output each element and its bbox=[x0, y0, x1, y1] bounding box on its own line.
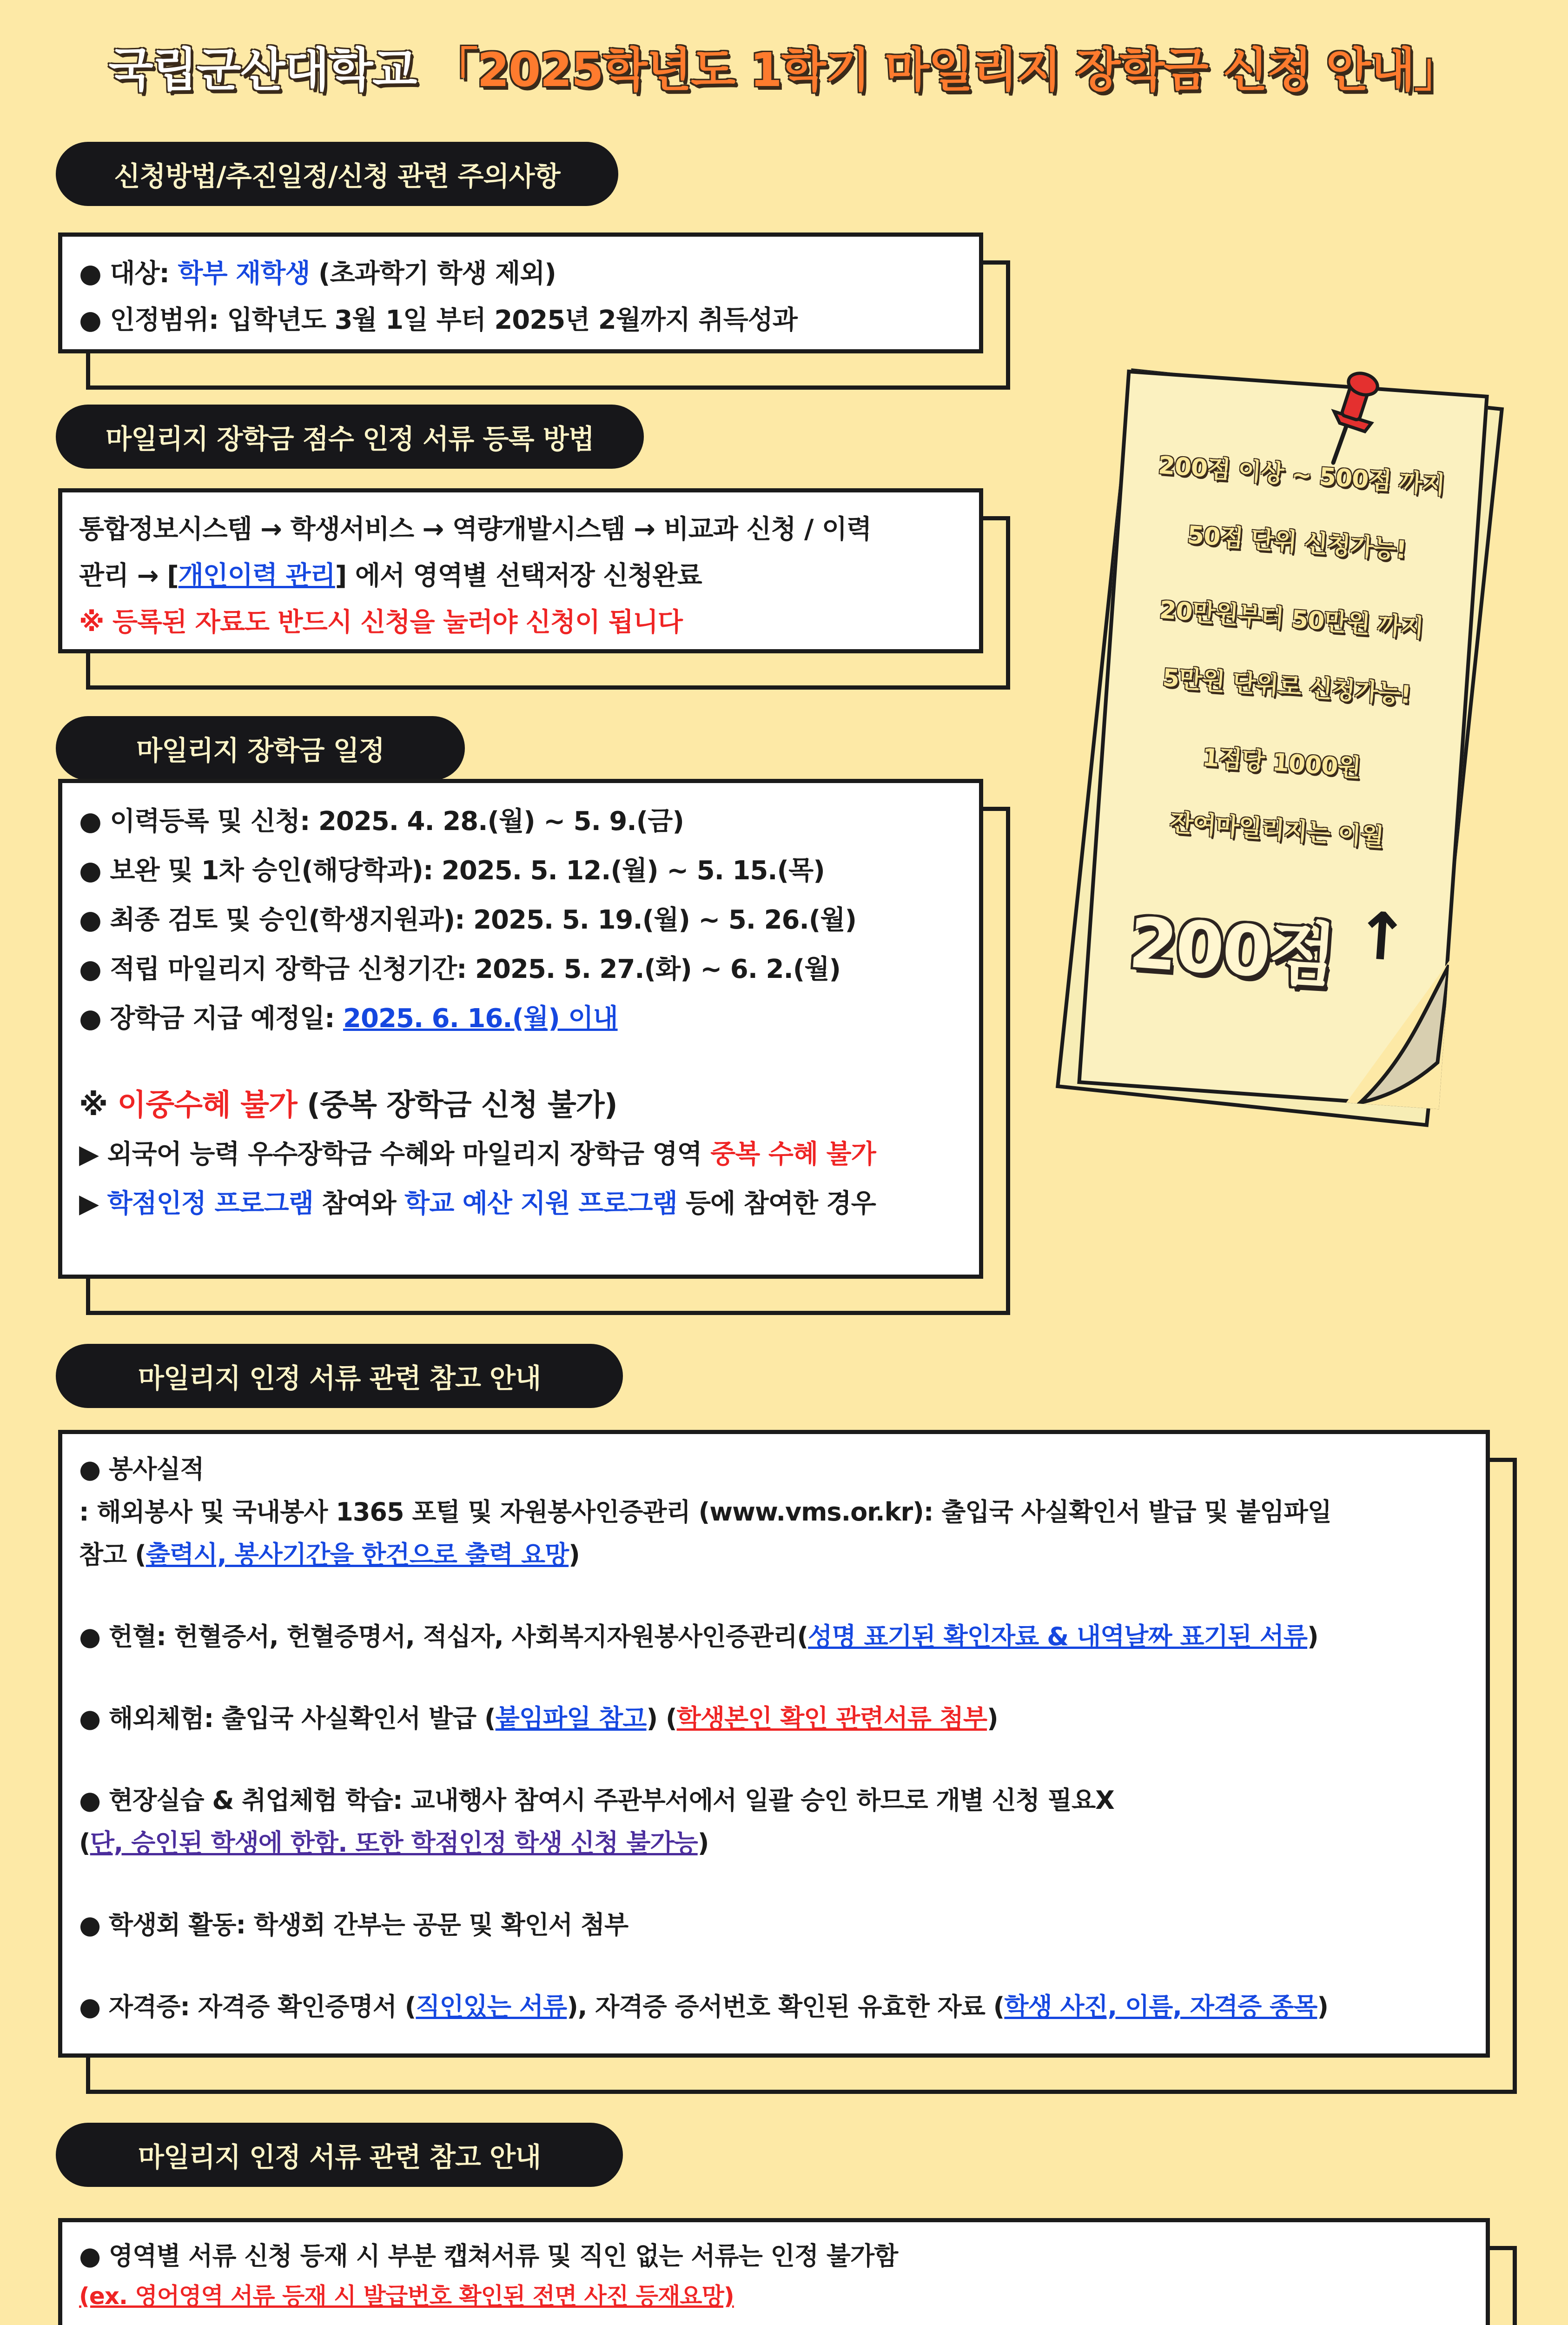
section1-pill bbox=[56, 142, 618, 206]
section1-range-line: ● 인정범위: 입학년도 3월 1일 부터 2025년 2월까지 취득성과 bbox=[79, 305, 797, 335]
section5-pill bbox=[56, 2123, 623, 2187]
section2-path-line2: 관리 → [개인이력 관리] 에서 영역별 선택저장 신청완료 bbox=[79, 561, 702, 591]
overseas-line: ● 해외체험: 출입국 사실확인서 발급 (붙임파일 참고) (학생본인 확인 관련서류 첨부) bbox=[79, 1704, 998, 1733]
double-benefit-item2: ▶ 학점인정 프로그램 참여와 학교 예산 지원 프로그램 등에 참여한 경우 bbox=[79, 1189, 876, 1219]
section2-pill-label: 마일리지 장학금 점수 인정 서류 등록 방법 bbox=[106, 423, 594, 455]
section3-pill-label: 마일리지 장학금 일정 bbox=[136, 735, 384, 766]
volunteer-line2: 참고 (출력시, 봉사기간을 한건으로 출력 요망) bbox=[79, 1540, 580, 1569]
section5-box bbox=[58, 2218, 1490, 2325]
section2-path-line1: 통합정보시스템 → 학생서비스 → 역량개발시스템 → 비교과 신청 / 이력 bbox=[79, 514, 872, 545]
section5-pill-label: 마일리지 인정 서류 관련 참고 안내 bbox=[138, 2141, 541, 2173]
title-main: 「2025학년도 1학기 마일리지 장학금 신청 안내」 bbox=[431, 43, 1460, 97]
double-benefit-red: 이중수혜 불가 bbox=[117, 1088, 297, 1123]
section4-pill bbox=[56, 1344, 623, 1408]
note-line: 50점 단위 신청가능! bbox=[1186, 521, 1408, 565]
pushpin-icon bbox=[1320, 367, 1385, 470]
volunteer-note-link: 출력시, 봉사기간을 한건으로 출력 요망 bbox=[146, 1540, 569, 1569]
note-line: 200점 이상 ~ 500점 까지 bbox=[1157, 451, 1446, 499]
schedule-item: ● 최종 검토 및 승인(학생지원과): 2025. 5. 19.(월) ~ 5. 26.(월) bbox=[79, 905, 857, 935]
certificate-line: ● 자격증: 자격증 확인증명서 (직인있는 서류), 자격증 증서번호 확인된 유효한 자료 (학생 사진, 이름, 자격증 종목) bbox=[79, 1992, 1329, 2021]
payment-date-line: ● 장학금 지급 예정일: 2025. 6. 16.(월) 이내 bbox=[79, 1003, 618, 1034]
up-arrow-icon: ↑ bbox=[1351, 897, 1412, 977]
notice-item1-note: (ex. 영어영역 서류 등재 시 발급번호 확인된 전면 사진 등재요망) bbox=[79, 2283, 734, 2310]
title-school: 국립군산대학교 bbox=[108, 43, 417, 97]
double-benefit-item1: ▶ 외국어 능력 우수장학금 수혜와 마일리지 장학금 영역 중복 수혜 불가 bbox=[79, 1139, 876, 1169]
field-training-line2: (단, 승인된 학생에 한함. 또한 학점인정 학생 신청 불가능) bbox=[79, 1828, 709, 1858]
schedule-item: ● 적립 마일리지 장학금 신청기간: 2025. 5. 27.(화) ~ 6. 2.(월) bbox=[79, 954, 841, 984]
section1-pill-label: 신청방법/추진일정/신청 관련 주의사항 bbox=[114, 160, 560, 192]
section2-pill bbox=[56, 405, 644, 469]
page-curl-icon bbox=[1346, 954, 1449, 1109]
personal-history-link[interactable]: 개인이력 관리 bbox=[178, 561, 335, 591]
section2-box bbox=[58, 488, 983, 653]
section4-box bbox=[58, 1430, 1490, 2058]
note-200-points: 200점 bbox=[1126, 903, 1337, 998]
section1-box bbox=[58, 232, 983, 353]
double-benefit-heading: ※ 이중수혜 불가 (중복 장학금 신청 불가) bbox=[79, 1088, 617, 1123]
section1-target-line: ● 대상: 학부 재학생 (초과학기 학생 제외) bbox=[79, 259, 556, 289]
volunteer-title: ● 봉사실적 bbox=[79, 1455, 204, 1484]
schedule-item: ● 이력등록 및 신청: 2025. 4. 28.(월) ~ 5. 9.(금) bbox=[79, 806, 684, 837]
blood-donation-line: ● 헌혈: 헌혈증서, 헌혈증명서, 적십자, 사회복지자원봉사인증관리(성명 표기된 확인자료 & 내역날짜 표기된 서류) bbox=[79, 1622, 1318, 1651]
poster-title bbox=[0, 33, 1568, 100]
section4-pill-label: 마일리지 인정 서류 관련 참고 안내 bbox=[138, 1362, 541, 1394]
note-line: 1점당 1000원 bbox=[1201, 744, 1362, 783]
notice-item1: ● 영역별 서류 신청 등재 시 부분 캡쳐서류 및 직인 없는 서류는 인정 불가함 bbox=[79, 2241, 898, 2271]
section3-pill bbox=[56, 716, 465, 780]
schedule-item: ● 보완 및 1차 승인(해당학과): 2025. 5. 12.(월) ~ 5. 15.(목) bbox=[79, 856, 825, 886]
note-line: 20만원부터 50만원 까지 bbox=[1158, 596, 1424, 643]
note-card bbox=[1077, 370, 1489, 1109]
note-line: 5만원 단위로 신청가능! bbox=[1161, 664, 1412, 709]
section3-box bbox=[58, 779, 983, 1279]
payment-date: 2025. 6. 16.(월) 이내 bbox=[343, 1003, 618, 1034]
student-council-line: ● 학생회 활동: 학생회 간부는 공문 및 확인서 첨부 bbox=[79, 1910, 629, 1940]
field-training-line1: ● 현장실습 & 취업체험 학습: 교내행사 참여시 주관부서에서 일괄 승인 하므로 개별 신청 필요X bbox=[79, 1786, 1114, 1815]
volunteer-line1: : 해외봉사 및 국내봉사 1365 포털 및 자원봉사인증관리 (www.vms.or.kr): 출입국 사실확인서 발급 및 붙임파일 bbox=[79, 1497, 1331, 1527]
note-line: 잔여마일리지는 이월 bbox=[1169, 809, 1384, 852]
target-highlight: 학부 재학생 bbox=[178, 259, 310, 289]
section2-warning: ※ 등록된 자료도 반드시 신청을 눌러야 신청이 됩니다 bbox=[79, 607, 682, 638]
